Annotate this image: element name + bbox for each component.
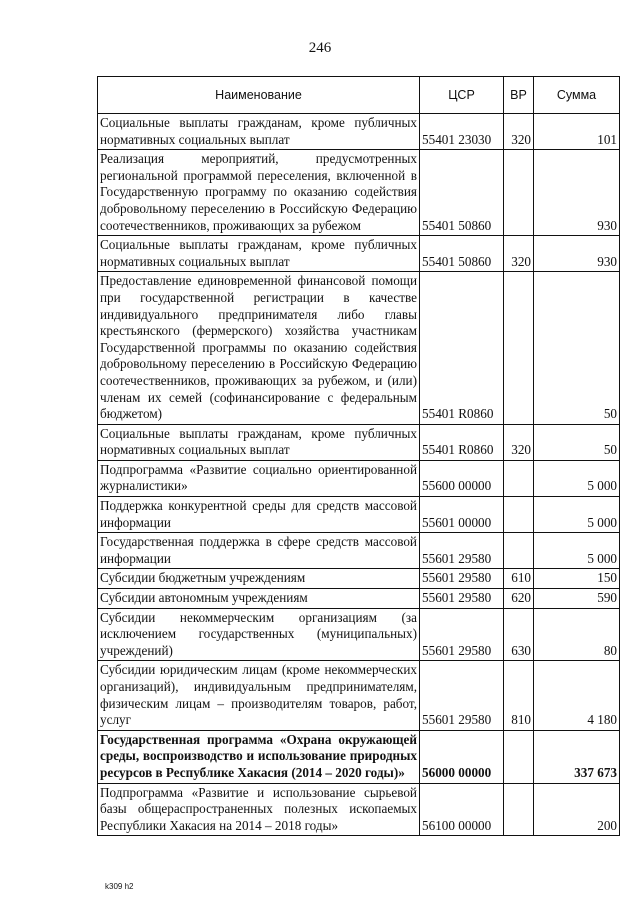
row-vr-cell: 630 [504,608,534,661]
table-body [98,114,620,836]
table-row [98,460,620,496]
row-code-cell: 55601 29580 [420,533,504,569]
row-vr-cell [504,783,534,836]
row-code-cell: 55600 00000 [420,460,504,496]
row-vr-cell [504,533,534,569]
row-sum-cell: 337 673 [534,730,620,783]
table-row [98,497,620,533]
row-sum-cell: 5 000 [534,497,620,533]
row-code-cell: 55601 00000 [420,497,504,533]
row-vr-cell: 320 [504,114,534,150]
table-row [98,150,620,236]
row-sum-cell: 50 [534,272,620,424]
row-name-cell: Государственная программа «Охрана окружающей среды, воспроизводство и использование природных ресурсов в Республике Хакасия (2014 – 2020 годы)» [98,730,420,783]
row-name-cell: Подпрограмма «Развитие и использование сырьевой базы общераспространенных полезных ископаемых Республики Хакасия на 2014 – 2018 годы» [98,783,420,836]
row-name-cell: Социальные выплаты гражданам, кроме публичных нормативных социальных выплат [98,236,420,272]
table-row [98,272,620,424]
row-vr-cell [504,730,534,783]
row-code-cell: 55601 29580 [420,569,504,589]
footer-code: k309 h2 [105,882,134,891]
row-name-cell: Поддержка конкурентной среды для средств массовой информации [98,497,420,533]
row-vr-cell [504,460,534,496]
row-code-cell: 55401 R0860 [420,272,504,424]
table-row [98,424,620,460]
row-name-cell: Субсидии некоммерческим организациям (за исключением государственных (муниципальных) учреждений) [98,608,420,661]
table-row [98,661,620,730]
row-vr-cell: 610 [504,569,534,589]
row-code-cell: 55601 29580 [420,589,504,609]
row-vr-cell [504,497,534,533]
table-row [98,114,620,150]
column-header-name: Наименование [98,77,420,114]
row-code-cell: 55601 29580 [420,608,504,661]
row-sum-cell: 5 000 [534,533,620,569]
row-code-cell: 56000 00000 [420,730,504,783]
row-name-cell: Субсидии юридическим лицам (кроме некоммерческих организаций), индивидуальным предпринимателям, физическим лицам – производителям товаров, работ, услуг [98,661,420,730]
row-name-cell: Подпрограмма «Развитие социально ориентированной журналистики» [98,460,420,496]
row-name-cell: Социальные выплаты гражданам, кроме публичных нормативных социальных выплат [98,114,420,150]
row-code-cell: 55401 50860 [420,150,504,236]
row-vr-cell: 320 [504,236,534,272]
table-row [98,730,620,783]
row-code-cell: 55401 23030 [420,114,504,150]
row-sum-cell: 5 000 [534,460,620,496]
budget-table [97,76,620,836]
row-sum-cell: 4 180 [534,661,620,730]
row-name-cell: Предоставление единовременной финансовой помощи при государственной регистрации в качестве индивидуального предпринимателя либо главы крестьянского (фермерского) хозяйства участникам Государственной программы по оказанию содействия добровольному переселению в Российскую Федерацию соотечественников, проживающих за рубежом, и (или) членам их семей (софинансирование с федеральным бюджетом) [98,272,420,424]
column-header-vr: ВР [504,77,534,114]
row-name-cell: Социальные выплаты гражданам, кроме публичных нормативных социальных выплат [98,424,420,460]
row-vr-cell: 620 [504,589,534,609]
page-number: 246 [308,40,332,56]
row-vr-cell: 320 [504,424,534,460]
row-sum-cell: 50 [534,424,620,460]
table-row [98,569,620,589]
column-header-sum: Сумма [534,77,620,114]
row-code-cell: 56100 00000 [420,783,504,836]
row-name-cell: Государственная поддержка в сфере средств массовой информации [98,533,420,569]
row-vr-cell: 810 [504,661,534,730]
row-sum-cell: 101 [534,114,620,150]
table-row [98,608,620,661]
row-name-cell: Субсидии автономным учреждениям [98,589,420,609]
row-vr-cell [504,150,534,236]
row-sum-cell: 150 [534,569,620,589]
table-row [98,236,620,272]
row-code-cell: 55401 R0860 [420,424,504,460]
row-vr-cell [504,272,534,424]
row-sum-cell: 930 [534,150,620,236]
table-header-row [98,77,620,114]
table-row [98,589,620,609]
row-code-cell: 55401 50860 [420,236,504,272]
row-code-cell: 55601 29580 [420,661,504,730]
row-name-cell: Субсидии бюджетным учреждениям [98,569,420,589]
row-sum-cell: 200 [534,783,620,836]
row-name-cell: Реализация мероприятий, предусмотренных региональной программой переселения, включенной в Государственную программу по оказанию содействия добровольному переселению в Российскую Федерацию соотечественников, проживающих за рубежом [98,150,420,236]
column-header-code: ЦСР [420,77,504,114]
row-sum-cell: 80 [534,608,620,661]
row-sum-cell: 930 [534,236,620,272]
row-sum-cell: 590 [534,589,620,609]
table-row [98,783,620,836]
table-row [98,533,620,569]
